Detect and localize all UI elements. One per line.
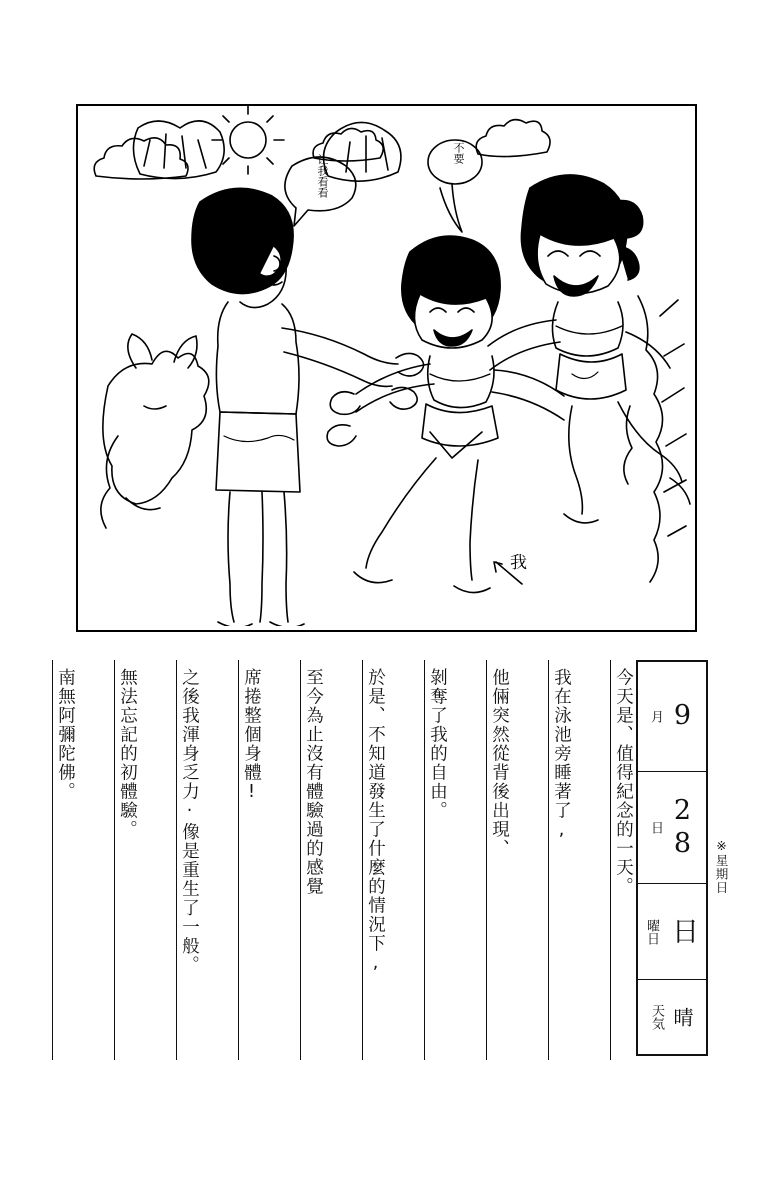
diary-line-9: 無法忘記的初體驗。 (117, 668, 138, 839)
weekday-value: 日 (667, 917, 698, 946)
diary-line-3: 他倆突然從背後出現、 (489, 668, 510, 858)
day-unit-label: 日 (648, 821, 663, 834)
weekday-unit-label: 曜日 (644, 918, 659, 945)
diary-line-4: 剝奪了我的自由。 (427, 668, 448, 820)
column-rule (486, 660, 487, 1060)
diary-line-8: 之後我渾身乏力·像是重生了一般。 (179, 668, 200, 975)
diary-line-6: 至今為止沒有體驗過的感覺 (303, 668, 324, 896)
comic-panel (76, 104, 697, 632)
panel-artwork (78, 106, 691, 626)
day-value: 28 (667, 794, 698, 861)
diary-text-block (52, 660, 712, 1060)
date-month-cell (638, 662, 706, 772)
date-weather-cell (638, 980, 706, 1054)
column-rule (610, 660, 611, 1060)
date-day-cell (638, 772, 706, 884)
weekday-footnote: ※星期日 (714, 838, 729, 895)
month-unit-label: 月 (648, 710, 663, 723)
speech-bubble-right-text: 不要 (452, 142, 465, 164)
date-weekday-cell (638, 884, 706, 980)
column-rule (300, 660, 301, 1060)
column-rule (176, 660, 177, 1060)
speech-bubble-left-text: 让我看看 (316, 154, 329, 198)
column-rule (548, 660, 549, 1060)
weather-value: 晴 (670, 1007, 694, 1027)
column-rule (362, 660, 363, 1060)
diary-line-1: 今天是、值得紀念的一天。 (613, 668, 634, 896)
diary-line-7: 席捲整個身體! (241, 668, 262, 804)
column-rule (424, 660, 425, 1060)
date-box (636, 660, 708, 1056)
self-arrow-label: 我 (510, 553, 527, 573)
month-value: 9 (667, 700, 698, 733)
weather-unit-label: 天気 (649, 1004, 664, 1030)
diary-line-2: 我在泳池旁睡著了, (551, 668, 572, 842)
column-rule (114, 660, 115, 1060)
column-rule (52, 660, 53, 1060)
diary-line-5: 於是、不知道發生了什麼的情況下, (365, 668, 386, 975)
diary-line-10: 南無阿彌陀佛。 (55, 668, 76, 801)
column-rule (238, 660, 239, 1060)
